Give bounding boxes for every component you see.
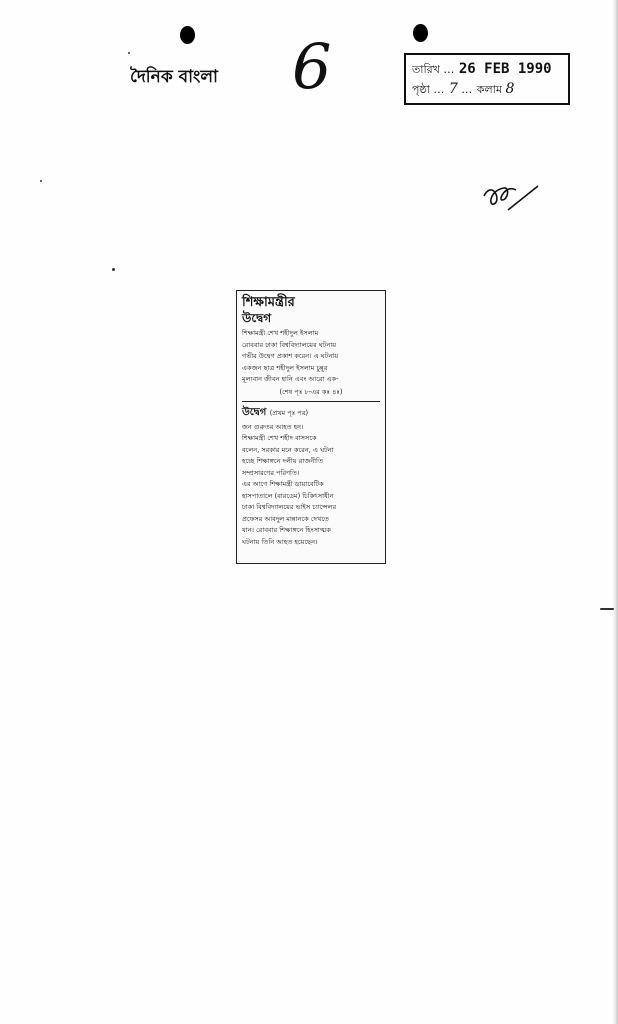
date-stamp bbox=[404, 53, 570, 105]
continued-line: বলেন, সরকার মনে করেন, এ ঘটনা bbox=[242, 445, 334, 454]
scan-speck bbox=[40, 180, 42, 182]
continued-line: ঘটনায় তিনি আহত হয়েছেন। bbox=[242, 537, 318, 546]
stamp-page-label: পৃষ্ঠা bbox=[412, 83, 430, 96]
clipping-body bbox=[242, 328, 380, 386]
clipping-headline: শিক্ষামন্ত্রীর bbox=[242, 295, 295, 310]
continued-headline-row bbox=[242, 405, 380, 422]
continued-headline: উদ্বেগ bbox=[242, 406, 267, 418]
scan-speck bbox=[128, 52, 130, 54]
scan-speck bbox=[600, 608, 614, 610]
continued-line: যান। রোববার শিক্ষাঙ্গনে হিংসাত্মক bbox=[242, 526, 331, 534]
continued-line: প্রফেসর আবদুল মান্নানকে দেখতে bbox=[242, 514, 329, 523]
body-line: শিক্ষামন্ত্রী শেখ শহীদুল ইসলাম bbox=[242, 329, 319, 337]
body-line: মূল্যবান জীবন হানি এবং আরো এক- bbox=[242, 375, 339, 383]
scan-speck bbox=[112, 268, 115, 271]
newspaper-name: দৈনিক বাংলা bbox=[130, 67, 218, 87]
stamp-page-row: পৃষ্ঠা … 7 … কলাম 8 bbox=[412, 81, 515, 97]
stamp-date-value: 26 FEB 1990 bbox=[458, 61, 552, 77]
page-edge-shadow bbox=[612, 0, 618, 1024]
continued-line: এর আগে শিক্ষামন্ত্রী ডায়াবেটিক bbox=[242, 480, 324, 488]
clipping-subheadline: উদ্বেগ bbox=[242, 311, 272, 325]
continued-line: হাসপাতালে (বারডেম) চিকিৎসাধীন bbox=[242, 491, 334, 500]
body-line: রোববার ঢাকা বিশ্ববিদ্যালয়ের ঘটনায় bbox=[242, 340, 337, 349]
punch-hole-left bbox=[180, 26, 195, 44]
clipping-divider bbox=[242, 401, 380, 402]
signature-icon bbox=[480, 170, 542, 218]
stamp-column-label: কলাম bbox=[476, 83, 502, 96]
news-clipping bbox=[236, 290, 386, 564]
handwritten-page-number: 6 bbox=[292, 30, 332, 103]
continuation-note: (শেষ পৃঃ ৮-এর কঃ ৪ঃ) bbox=[279, 387, 343, 396]
stamp-date-row bbox=[412, 59, 562, 79]
continued-line: জন গুরুতর আহত হন। bbox=[242, 422, 304, 431]
punch-hole-right bbox=[413, 24, 428, 42]
continued-reference: (প্রথম পৃঃ পর) bbox=[269, 408, 309, 417]
stamp-date-label: তারিখ bbox=[412, 63, 440, 76]
continued-line: হচ্ছে শিক্ষাঙ্গনে দলীয় রাজনীতি bbox=[242, 457, 323, 465]
continued-line: শিক্ষামন্ত্রী শেখ শহীদ বাসসকে bbox=[242, 434, 317, 442]
continued-body bbox=[242, 422, 380, 549]
stamp-dots: … bbox=[443, 63, 456, 76]
continued-line: সম্প্রসারণের পরিণতি। bbox=[242, 468, 300, 477]
stamp-column-value: 8 bbox=[505, 81, 515, 97]
continued-line: ঢাকা বিশ্ববিদ্যালয়ের ভাইস চ্যান্সেলর bbox=[242, 503, 337, 511]
stamp-page-value: 7 bbox=[448, 81, 458, 97]
body-line: গভীর উদ্বেগ প্রকাশ করেন। এ ঘটনায় bbox=[242, 352, 339, 360]
body-line: একজন ছাত্র শহীদুল ইসলাম চুন্নুর bbox=[242, 363, 328, 372]
